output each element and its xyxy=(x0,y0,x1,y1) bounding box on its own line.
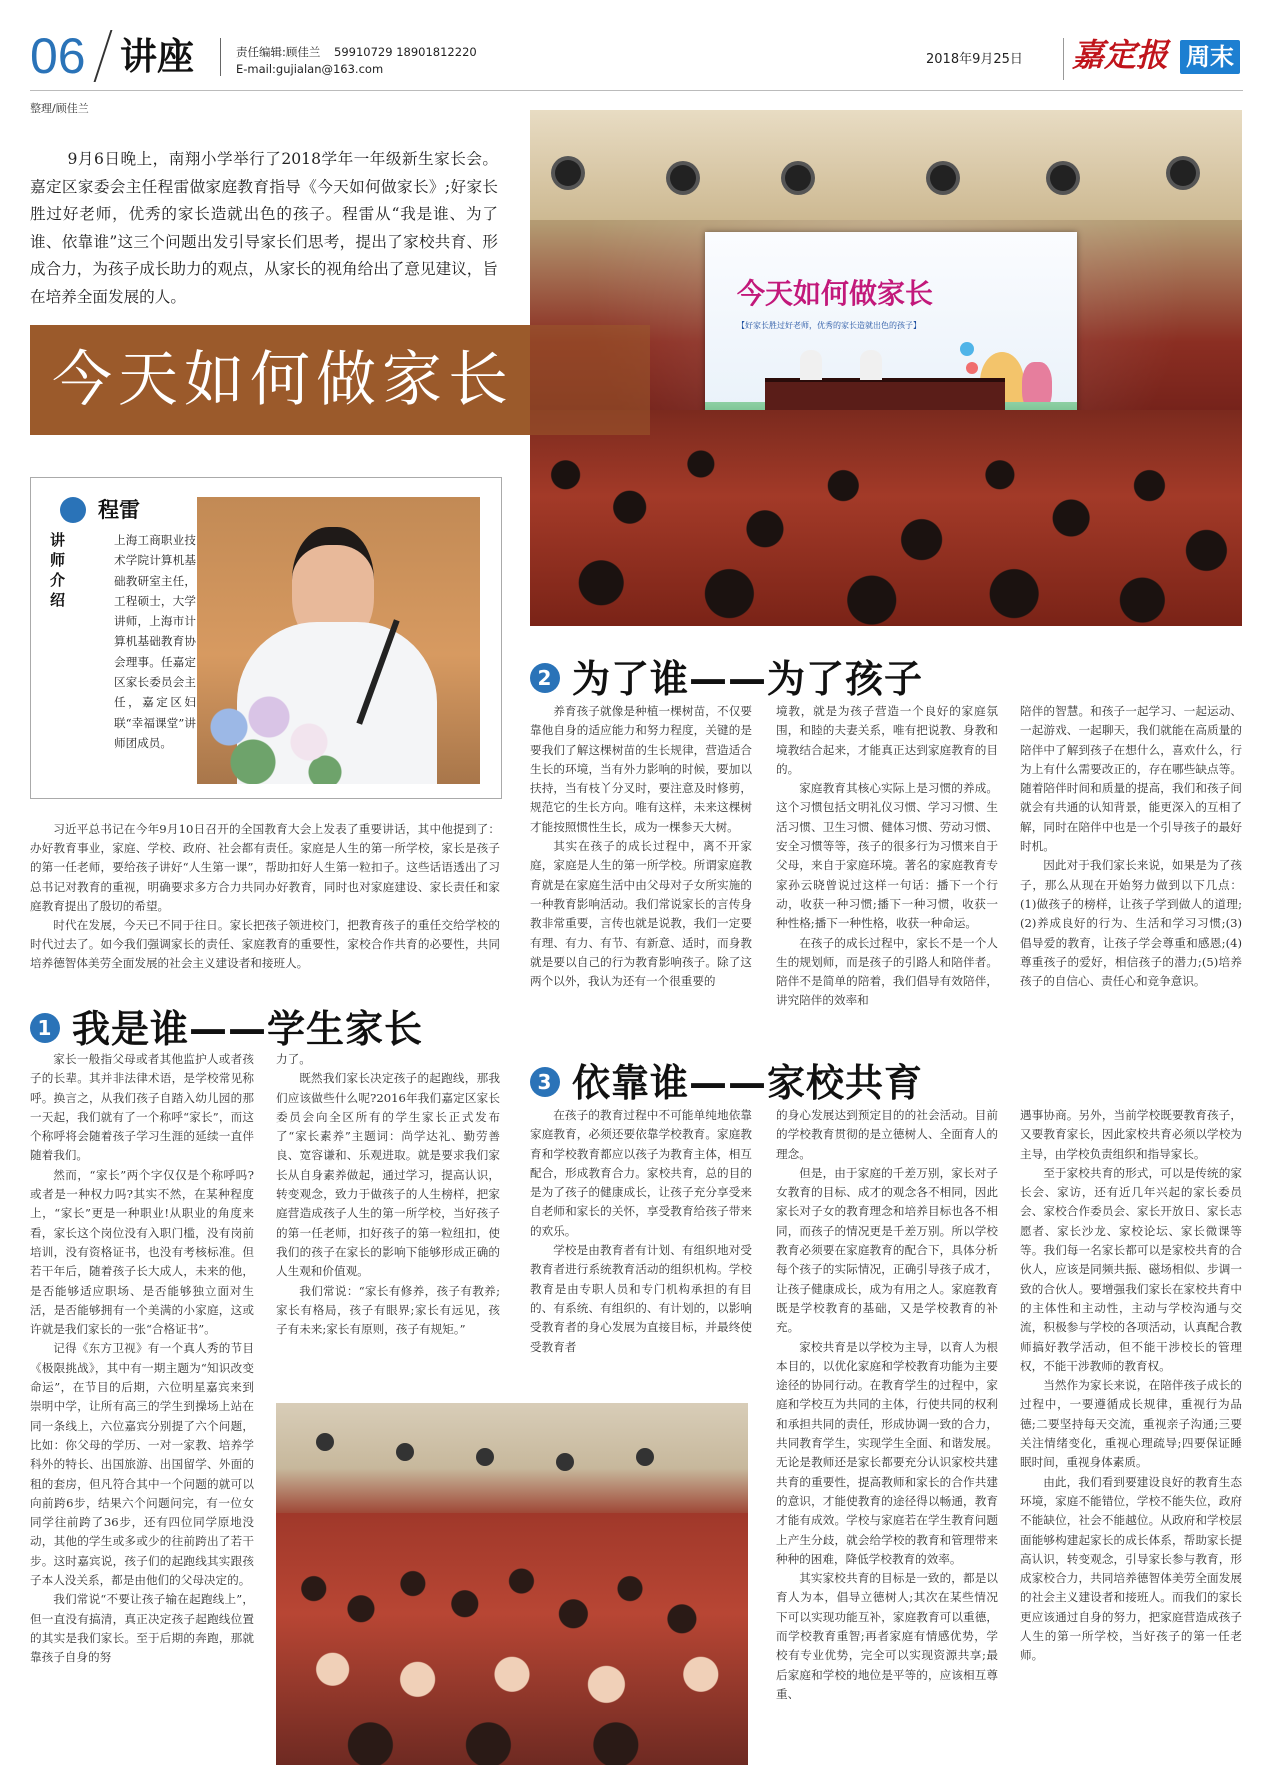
intro-text xyxy=(30,820,500,974)
speaker-dot xyxy=(60,497,86,523)
editor-name: 责任编辑:顾佳兰 xyxy=(236,45,321,59)
section2-paragraph: 养育孩子就像是种植一棵树苗，不仅要靠他自身的适应能力和努力程度，关键的是要我们了解这棵树苗的生长规律，营造适合生长的环境，当有外力影响的时候，要加以扶持，当有枝丫分叉时，要注意及时修剪，规范它的生长方向。唯有这样，未来这棵树才能按照惯性生长，成为一棵参天大树。 xyxy=(530,704,752,834)
section3-title: 依靠谁——家校共育 xyxy=(572,1061,924,1105)
host-figure xyxy=(860,350,882,380)
ceiling-light-icon xyxy=(396,1443,414,1461)
title-band-extension xyxy=(530,325,650,435)
issue-date: 2018年9月25日 xyxy=(926,52,1023,67)
editor-line xyxy=(236,44,477,60)
section3-paragraph: 其实家校共育的目标是一致的，都是以育人为本，倡导立德树人;其次在某些情况下可以实现功能互补，家庭教育可以重德，而学校教育重智;再者家庭有情感优势，学校有专业优势，完全可以实现资源共享;最后家庭和学校的地位是平等的，应该相互尊重、 xyxy=(776,1571,998,1701)
section2-number-badge: 2 xyxy=(530,663,560,693)
section1-paragraph: 记得《东方卫视》有一个真人秀的节目《极限挑战》，其中有一期主题为“知识改变命运”，在节目的后期，六位明星嘉宾来到崇明中学，让所有高三的学生到操场上站在同一条线上，六位嘉宾分别提了六个问题，比如：你父母的学历、一对一家教、培养学科外的特长、出国旅游、出国留学、外面的租的套房，但凡符合其中一个问题的就可以向前跨6步，结果六个问题问完，有一位女同学往前跨了36步，还有四位同学原地没动，其他的学生或多或少的往前跨出了若干步。这时嘉宾说，孩子们的起跑线其实跟孩子本人没关系，都是由他们的父母决定的。 xyxy=(30,1341,254,1588)
section2-title: 为了谁——为了孩子 xyxy=(572,657,924,701)
weekend-badge: 周末 xyxy=(1180,40,1240,74)
masthead-divider-right xyxy=(1063,38,1064,80)
screen-title: 今天如何做家长 xyxy=(737,277,934,310)
section3-col3 xyxy=(1020,1106,1242,1666)
section3-paragraph: 的身心发展达到预定目的的社会活动。目前的学校教育贯彻的是立德树人、全面育人的理念。 xyxy=(776,1108,998,1161)
intro-paragraph: 时代在发展，今天已不同于往日。家长把孩子领进校门，把教育孩子的重任交给学校的时代过去了。如今我们强调家长的责任、家庭教育的重要性，家校合作共育的必要性，共同培养德智体美劳全面发展的社会主义建设者和接班人。 xyxy=(30,918,500,971)
ceiling xyxy=(530,110,1242,220)
section2-paragraph: 在孩子的成长过程中，家长不是一个人生的规划师，而是孩子的引路人和陪伴者。陪伴不是简单的陪着，我们倡导有效陪伴，讲究陪伴的效率和 xyxy=(776,935,998,1008)
masthead-divider xyxy=(220,38,221,76)
section3-paragraph: 遇事协商。另外，当前学校既要教育孩子，又要教育家长，因此家校共育必须以学校为主导，由学校负责组织和指导家长。 xyxy=(1020,1108,1242,1161)
flower-arrangement xyxy=(197,687,357,784)
section3-paragraph: 至于家校共育的形式，可以是传统的家长会、家访，还有近几年兴起的家长委员会、家校合作委员会、家长开放日、家长志愿者、家长沙龙、家校论坛、家长微课等等。我们每一名家长都可以是家校共育的合伙人，应该是同频共振、磁场相似、步调一致的合伙人。要增强我们家长在家校共育中的主体性和主动性，主动与学校沟通与交流，积极参与学校的各项活动，认真配合教师搞好教学活动，但不能干涉校长的管理权，不能干涉教师的教育权。 xyxy=(1020,1165,1242,1373)
speaker-bio: 上海工商职业技术学院计算机基础教研室主任，工程硕士，大学讲师，上海市计算机基础教育协会理事。任嘉定区家长委员会主任，嘉定区妇联“幸福课堂”讲师团成员。 xyxy=(114,533,196,750)
masthead-slash xyxy=(94,30,113,82)
section2-col1 xyxy=(530,702,752,991)
section1-paragraph: 既然我们家长决定孩子的起跑线，那我们应该做些什么呢?2016年我们嘉定区家长委员会向全区所有的学生家长正式发布了“家长素养”主题词：尚学达礼、勤劳善良、宽容谦和、乐观进取。就是要求我们家长从自身素养做起，通过学习，提高认识，转变观念，致力于做孩子的人生榜样，把家庭营造成孩子人生的第一所学校，当好孩子的第一任老师，扣好孩子的第一粒纽扣，使我们的孩子在家长的影响下能够形成正确的人生观和价值观。 xyxy=(276,1071,500,1279)
section1-number-badge: 1 xyxy=(30,1013,60,1043)
paper-logo: 嘉定报 xyxy=(1072,36,1169,74)
masthead-rule xyxy=(30,90,1243,91)
section2-paragraph: 其实在孩子的成长过程中，离不开家庭，家庭是人生的第一所学校。所谓家庭教育就是在家庭生活中由父母对子女所实施的一种教育影响活动。我们常说家长的言传身教非常重要，言传也就是说教，我们一定要有理、有力、有节、有新意、适时，而身教就是要以自己的行为教育影响孩子。除了这两个以外，我认为还有一个很重要的 xyxy=(530,839,752,989)
section3-col1 xyxy=(530,1106,752,1357)
section3-paragraph: 但是，由于家庭的千差万别，家长对子女教育的目标、成才的观念各不相同，因此家长对子女的教育理念和培养目标也各不相同，而孩子的情况更是千差万别。所以学校教育必须要在家庭教育的配合下，具体分析每个孩子的实际情况，正确引导孩子成才，让孩子健康成长，成为有用之人。家庭教育既是学校教育的基础，又是学校教育的补充。 xyxy=(776,1165,998,1335)
section2-col2 xyxy=(776,702,998,1011)
speaker-label: 讲师介绍 xyxy=(50,531,66,609)
section1-paragraph: 力了。 xyxy=(276,1052,311,1066)
section2-paragraph: 因此对于我们家长来说，如果是为了孩子，那么从现在开始努力做到以下几点：(1)做孩子的榜样，让孩子学到做人的道理;(2)养成良好的行为、生活和学习习惯;(3)倡导爱的教育，让孩子学会尊重和感恩;(4)尊重孩子的爱好，相信孩子的潜力;(5)培养孩子的自信心、责任心和竞争意识。 xyxy=(1020,858,1242,989)
speaker-photo xyxy=(197,497,480,784)
intro-paragraph: 习近平总书记在今年9月10日召开的全国教育大会上发表了重要讲话，其中他提到了：办好教育事业，家庭、学校、政府、社会都有责任。家庭是人生的第一所学校，家长是孩子的第一任老师，要给孩子讲好“人生第一课”，帮助扣好人生第一粒扣子。这些话语透出了习总书记对教育的重视，明确要求多方合力共同办好教育，同时也对家庭建设、家长责任和家庭教育提出了殷切的希望。 xyxy=(30,822,500,913)
ceiling-light-icon xyxy=(476,1448,494,1466)
spotlight-icon xyxy=(1170,160,1196,186)
section3-paragraph: 当然作为家长来说，在陪伴孩子成长的过程中，一要遵循成长规律，重视行为品德;二要坚持每天交流，重视亲子沟通;三要关注情绪变化，重视心理疏导;四要保证睡眠时间，重视身体素质。 xyxy=(1020,1378,1242,1470)
section1-col2 xyxy=(276,1050,500,1339)
spotlight-icon xyxy=(930,165,956,191)
seated-audience xyxy=(276,1513,748,1765)
masthead xyxy=(0,0,1273,92)
section3-paragraph: 家校共育是以学校为主导，以育人为根本目的，以优化家庭和学校教育功能为主要途径的协同行动。在教育学生的过程中，家庭和学校互为共同的主体，行使共同的权利和承担共同的责任，形成协调一致的合力，共同教育学生，实现学生全面、和谐发展。无论是教师还是家长都要充分认识家校共建共育的重要性，提高教师和家长的合作共建的意识，才能使教育的途径得以畅通，教育才能有成效。学校与家庭若在学生教育问题上产生分歧，就会给学校的教育和管理带来种种的困难，降低学校教育的效率。 xyxy=(776,1339,998,1566)
section3-heading xyxy=(530,1052,923,1107)
section1-paragraph: 我们常说“不要让孩子输在起跑线上”，但一直没有搞清，真正决定孩子起跑线位置的其实是我们家长。至于后期的奔跑，那就靠孩子自身的努 xyxy=(30,1592,254,1665)
section-name: 讲座 xyxy=(120,34,194,78)
ceiling-light-icon xyxy=(316,1433,334,1451)
section3-paragraph: 由此，我们看到要建设良好的教育生态环境，家庭不能错位，学校不能失位，政府不能缺位，社会不能越位。从政府和学校层面能够构建起家长的成长体系，帮助家长提高认识，转变观念，引导家长参与教育，形成家校合力，共同培养德智体美劳全面发展的社会主义建设者和接班人。而我们的家长更应该通过自身的努力，把家庭营造成孩子人生的第一所学校，当好孩子的第一任老师。 xyxy=(1020,1474,1242,1663)
section3-number-badge: 3 xyxy=(530,1067,560,1097)
section3-col2 xyxy=(776,1106,998,1704)
spotlight-icon xyxy=(785,165,811,191)
ceiling-light-icon xyxy=(636,1448,654,1466)
section2-paragraph: 陪伴的智慧。和孩子一起学习、一起运动、一起游戏、一起聊天，我们就能在高质量的陪伴中了解到孩子在想什么，喜欢什么，行为上有什么需要改正的，存在哪些缺点等。随着陪伴时间和质量的提高，我们和孩子间就会有共通的认知背景，能更深入的互相了解，同时在陪伴中也是一个引导孩子的最好时机。 xyxy=(1020,704,1242,854)
section1-paragraph: 家长一般指父母或者其他监护人或者孩子的长辈。其并非法律术语，是学校常见称呼。换言之，从我们孩子自踏入幼儿园的那一天起，我们就有了一个称呼“家长”，而这个称呼将会随着孩子学习生涯的延续一直伴随着我们。 xyxy=(30,1052,254,1163)
screen-subtitle: 【好家长胜过好老师，优秀的家长造就出色的孩子】 xyxy=(737,321,921,330)
section1-title: 我是谁——学生家长 xyxy=(72,1007,424,1051)
ceiling-light-icon xyxy=(556,1453,574,1471)
spotlight-icon xyxy=(555,160,581,186)
section3-paragraph: 在孩子的教育过程中不可能单纯地依靠家庭教育，必须还要依靠学校教育。家庭教育和学校教育都应以孩子为教育主体，相互配合，形成教育合力。家校共育，总的目的是为了孩子的健康成长，让孩子充分享受来自老师和家长的关怀，享受教育给孩子带来的欢乐。 xyxy=(530,1108,752,1238)
audience xyxy=(530,410,1242,626)
section1-paragraph: 然而，“家长”两个字仅仅是个称呼吗?或者是一种权力吗?其实不然，在某种程度上，“家长”更是一种职业!从职业的角度来看，家长这个岗位没有入职门槛，没有岗前培训，没有资格证书，也没有考核标准。但若干年后，随着孩子长大成人，未来的他，是否能够适应职场、是否能够独立面对生活，是否能够拥有一个美满的小家庭，这或许就是我们家长的一张“合格证书”。 xyxy=(30,1167,254,1337)
lead-paragraph: 9月6日晚上，南翔小学举行了2018学年一年级新生家长会。嘉定区家委会主任程雷做家庭教育指导《今天如何做家长》;好家长胜过好老师，优秀的家长造就出色的孩子。程雷从“我是谁、为了谁、依靠谁”这三个问题出发引导家长们思考，提出了家校共育、形成合力，为孩子成长助力的观点，从家长的视角给出了意见建议，旨在培养全面发展的人。 xyxy=(30,150,498,306)
editor-phones: 59910729 18901812220 xyxy=(334,45,477,59)
section2-paragraph: 家庭教育其核心实际上是习惯的养成。这个习惯包括文明礼仪习惯、学习习惯、生活习惯、卫生习惯、健体习惯、劳动习惯、安全习惯等等，孩子的很多行为习惯来自于父母，来自于家庭环境。著名的家庭教育专家孙云晓曾说过这样一句话：播下一个行动，收获一种习惯;播下一种习惯，收获一种性格;播下一种性格，收获一种命运。 xyxy=(776,781,998,931)
section2-paragraph: 境教，就是为孩子营造一个良好的家庭氛围，和睦的夫妻关系，唯有把说教、身教和境教结合起来，才能真正达到家庭教育的目的。 xyxy=(776,704,998,776)
page-number: 06 xyxy=(30,28,86,84)
section2-col3 xyxy=(1020,702,1242,991)
spotlight-icon xyxy=(1050,165,1076,191)
speaker-figure xyxy=(800,350,822,380)
section1-paragraph: 我们常说：“家长有修养，孩子有教养;家长有格局，孩子有眼界;家长有远见，孩子有未来;家长有原则，孩子有规矩。” xyxy=(276,1283,500,1337)
main-title: 今天如何做家长 xyxy=(52,345,514,415)
section1-col1 xyxy=(30,1050,254,1668)
spotlight-icon xyxy=(670,165,696,191)
speaker-name: 程雷 xyxy=(98,498,140,522)
section2-heading xyxy=(530,648,923,703)
section3-paragraph: 学校是由教育者有计划、有组织地对受教育者进行系统教育活动的组织机构。学校教育是由专职人员和专门机构承担的有目的、有系统、有组织的、有计划的，以影响受教育者的身心发展为直接目标，并最终使受教育者 xyxy=(530,1243,752,1354)
audience-photo xyxy=(276,1403,748,1765)
byline: 整理/顾佳兰 xyxy=(30,102,89,115)
section1-heading xyxy=(30,998,423,1053)
editor-email: E-mail:gujialan@163.com xyxy=(236,62,384,76)
